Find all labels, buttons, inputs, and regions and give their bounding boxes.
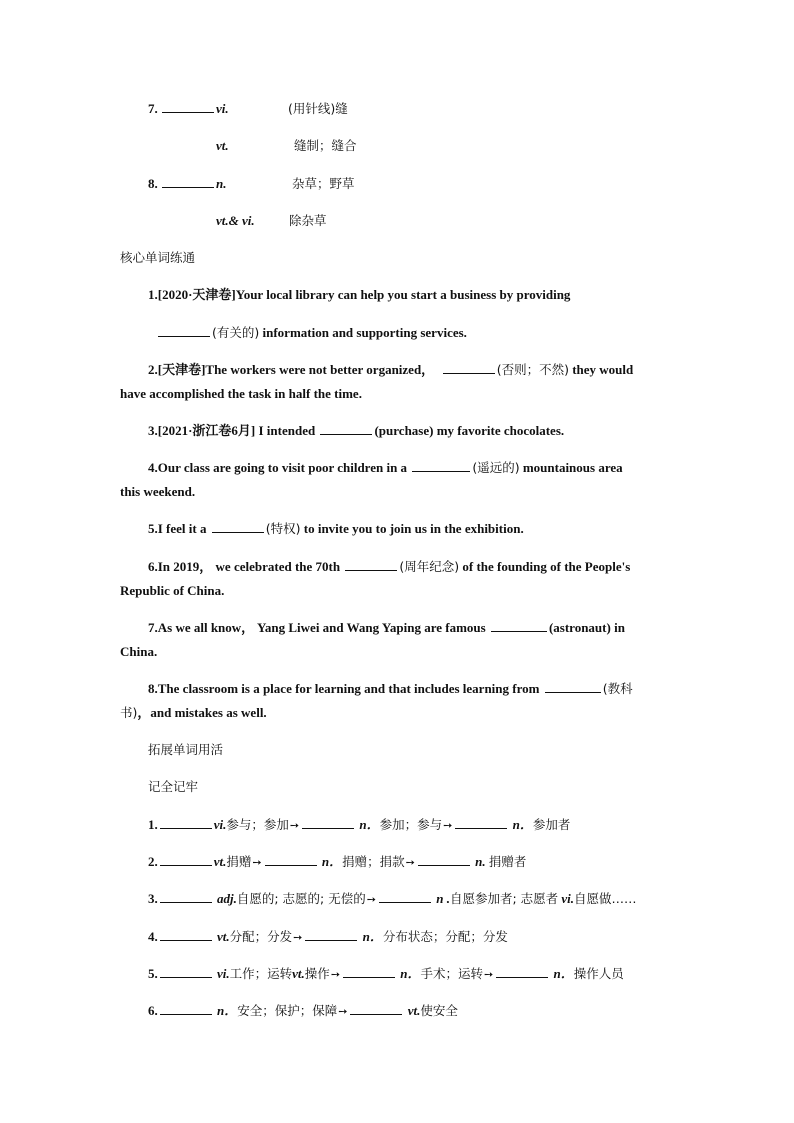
arrow-icon: ➙ — [338, 1005, 348, 1018]
answer-blank[interactable] — [160, 853, 212, 866]
answer-blank[interactable] — [162, 100, 214, 113]
answer-blank[interactable] — [212, 520, 264, 533]
answer-blank[interactable] — [545, 680, 601, 693]
answer-blank[interactable] — [350, 1002, 402, 1015]
answer-blank[interactable] — [443, 361, 495, 374]
part-of-speech: n. — [216, 176, 227, 191]
answer-blank[interactable] — [343, 965, 395, 978]
answer-blank[interactable] — [455, 816, 507, 829]
section-title-ext: 拓展单词用活 — [148, 742, 224, 757]
answer-blank[interactable] — [160, 928, 212, 941]
meaning: (用针线)缝 — [288, 101, 348, 116]
section-title-core: 核心单词练通 — [120, 250, 196, 265]
arrow-icon: ➙ — [330, 968, 341, 981]
answer-blank[interactable] — [162, 175, 214, 188]
arrow-icon: ➙ — [252, 856, 262, 869]
meaning: 杂草；野草 — [292, 176, 355, 191]
item-number: 7. — [148, 101, 158, 116]
part-of-speech: vi. — [216, 101, 229, 116]
answer-blank[interactable] — [496, 965, 548, 978]
meaning: 除杂草 — [289, 213, 327, 228]
arrow-icon: ➙ — [289, 819, 300, 832]
answer-blank[interactable] — [160, 965, 212, 978]
part-of-speech: vt.& vi. — [216, 213, 255, 228]
part-of-speech: vt. — [216, 138, 229, 153]
item-number: 8. — [148, 176, 158, 191]
answer-blank[interactable] — [412, 459, 470, 472]
answer-blank[interactable] — [491, 619, 547, 632]
meaning: 缝制；缝合 — [294, 138, 357, 153]
answer-blank[interactable] — [160, 1002, 212, 1015]
arrow-icon: ➙ — [484, 968, 494, 981]
answer-blank[interactable] — [418, 853, 470, 866]
answer-blank[interactable] — [320, 422, 372, 435]
arrow-icon: ➙ — [366, 893, 376, 906]
answer-blank[interactable] — [302, 816, 354, 829]
answer-blank[interactable] — [158, 324, 210, 337]
answer-blank[interactable] — [160, 890, 212, 903]
arrow-icon: ➙ — [405, 856, 415, 869]
answer-blank[interactable] — [160, 816, 212, 829]
answer-blank[interactable] — [345, 558, 397, 571]
answer-blank[interactable] — [305, 928, 357, 941]
arrow-icon: ➙ — [443, 819, 453, 832]
arrow-icon: ➙ — [293, 931, 303, 944]
section-title-mem: 记全记牢 — [148, 779, 199, 794]
answer-blank[interactable] — [379, 890, 431, 903]
answer-blank[interactable] — [265, 853, 317, 866]
